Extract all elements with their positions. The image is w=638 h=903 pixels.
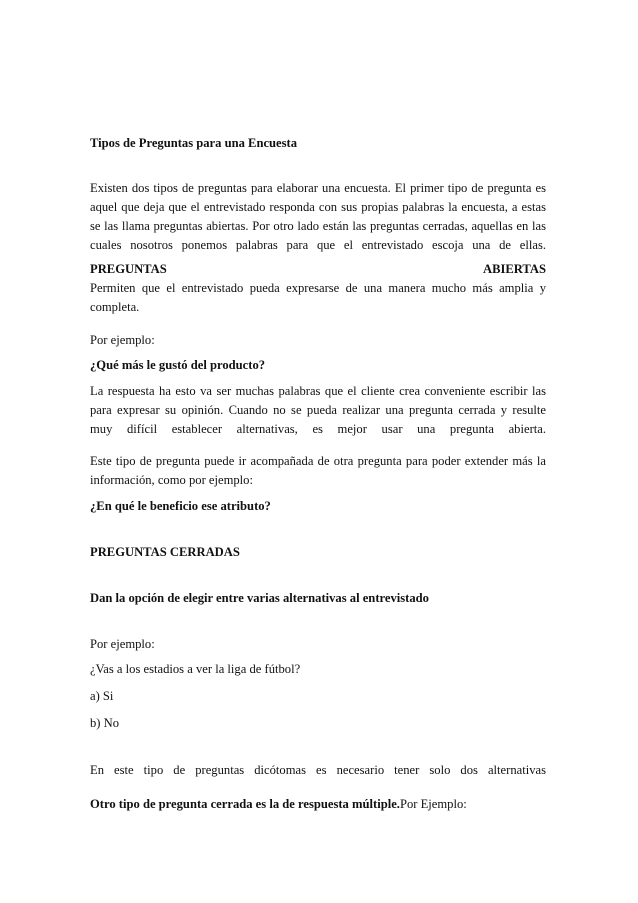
intro-line: cuales nosotros ponemos palabras para que el entrevistado escoja una de ellas. [90,238,546,252]
example-label: Por ejemplo: [90,333,155,347]
open-heading-left: PREGUNTAS [90,262,167,276]
open-heading-right: ABIERTAS [482,262,546,276]
dichotomous-line: En este tipo de preguntas dicótomas es necesario tener solo dos alternativas [90,763,546,777]
intro-line: aquel que deja que el entrevistado responda con sus propias palabras la encuesta, a estas [90,200,546,214]
answer-paragraph [90,382,546,439]
open-desc-line: completa. [90,300,140,314]
open-description [90,279,546,317]
option-a: a) Si [90,689,114,703]
open-desc-line: Permiten que el entrevistado pueda expresarse de una manera mucho más amplia y [90,281,546,295]
followup-line: información, como por ejemplo: [90,473,253,487]
open-question-example: ¿Qué más le gustó del producto? [90,358,266,372]
followup-paragraph [90,452,546,490]
intro-line: se las llama preguntas abiertas. Por otro lado están las preguntas cerradas, aquellas en las [90,219,546,233]
intro-line: Existen dos tipos de preguntas para elaborar una encuesta. El primer tipo de pregunta es [90,181,546,195]
closed-question-example: ¿Vas a los estadios a ver la liga de fútbol? [90,662,301,676]
document-title: Tipos de Preguntas para una Encuesta [90,136,298,150]
multiple-choice-rest: Por Ejemplo: [399,797,467,811]
open-questions-heading [90,260,546,279]
answer-line: La respuesta ha esto va ser muchas palabras que el cliente crea conveniente escribir las [90,384,546,398]
closed-questions-heading: PREGUNTAS CERRADAS [90,545,240,559]
open-question-followup: ¿En qué le beneficio ese atributo? [90,499,271,513]
dichotomous-paragraph [90,761,546,780]
answer-line: para expresar su opinión. Cuando no se pueda realizar una pregunta cerrada y resulte [90,403,546,417]
intro-paragraph [90,179,546,255]
multiple-choice-bold: Otro tipo de pregunta cerrada es la de respuesta múltiple. [90,797,400,811]
closed-description: Dan la opción de elegir entre varias alternativas al entrevistado [90,591,429,605]
option-b: b) No [90,716,120,730]
multiple-choice-line [90,795,546,814]
example-label-2: Por ejemplo: [90,637,155,651]
followup-line: Este tipo de pregunta puede ir acompañada de otra pregunta para poder extender más la [90,454,546,468]
answer-line: muy difícil establecer alternativas, es mejor usar una pregunta abierta. [90,422,546,436]
